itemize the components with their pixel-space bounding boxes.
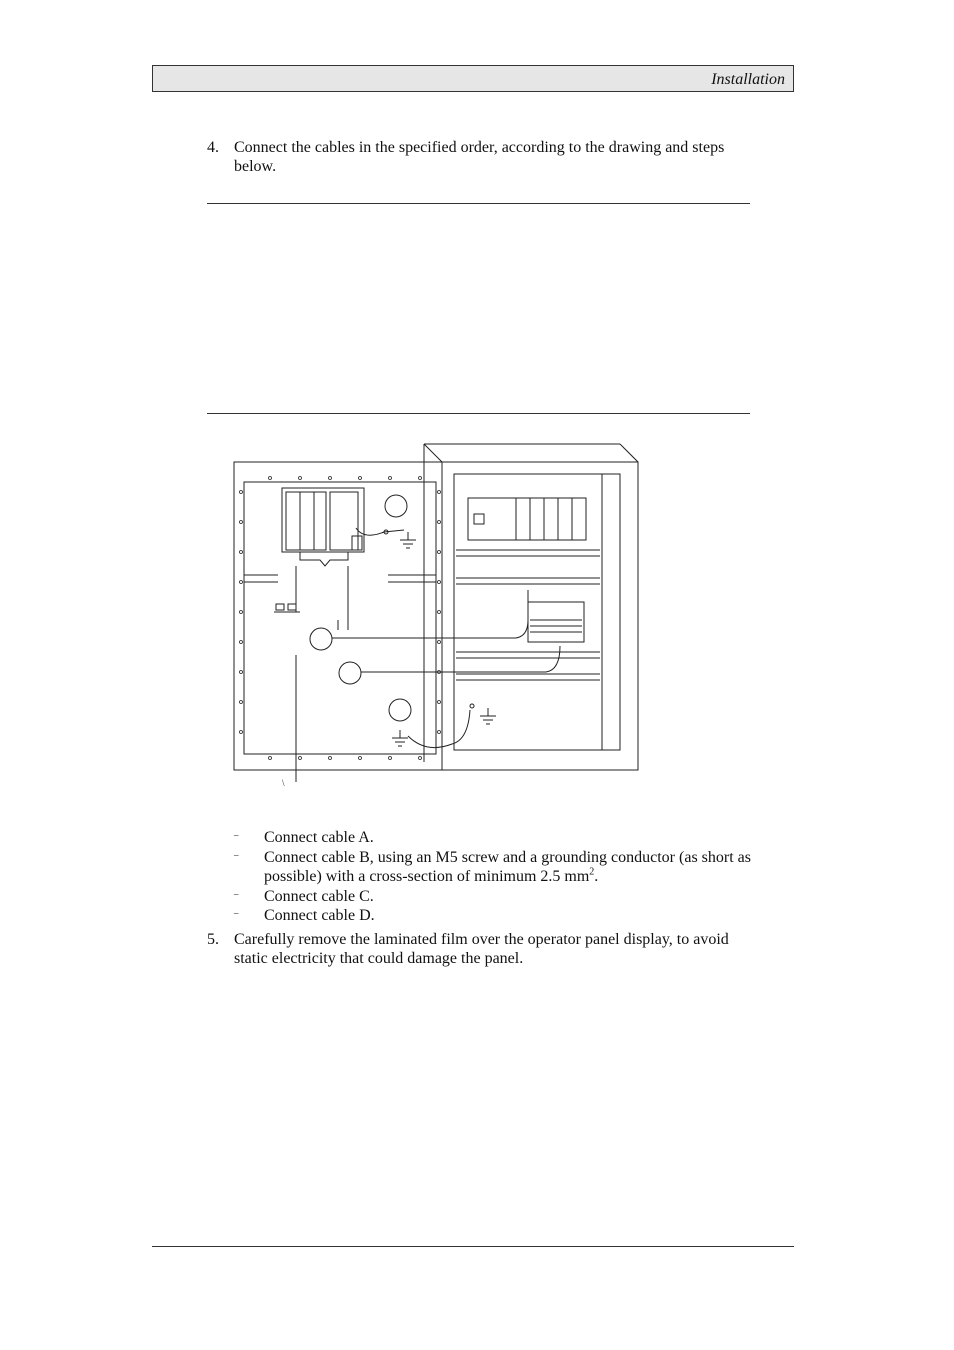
figure-mark: \	[282, 778, 285, 788]
cabinet-wiring-diagram	[230, 440, 642, 790]
bullet: –	[234, 888, 239, 899]
ground-cable	[356, 528, 404, 535]
callout-circle	[385, 495, 407, 517]
cable-brace	[300, 552, 348, 566]
cable-c	[361, 646, 560, 672]
superscript: 2	[589, 866, 595, 878]
step-text: Connect the cables in the specified order, according to the drawing and steps below.	[234, 139, 725, 175]
substep-text: Connect cable D.	[264, 907, 375, 924]
footer-rule	[152, 1246, 794, 1247]
step-text: Carefully remove the laminated film over the operator panel display, to avoid static electricity that could damage the panel.	[234, 931, 729, 967]
substep-text: Connect cable B, using an M5 screw and a grounding conductor (as short as possible) with a cross-section of minimum 2.5 mm	[264, 848, 751, 885]
cable-d	[408, 710, 470, 748]
page-header-bar	[152, 65, 794, 92]
substep-text: Connect cable A.	[264, 829, 374, 846]
list-item	[234, 906, 754, 926]
note-top-rule	[207, 203, 750, 204]
list-item	[234, 828, 754, 848]
bullet: –	[234, 830, 239, 840]
substep-list	[234, 828, 754, 926]
list-item	[234, 848, 754, 887]
note-bottom-rule	[207, 413, 750, 414]
step-number: 5.	[207, 931, 219, 948]
ground-symbol	[392, 730, 408, 746]
cable-a	[332, 590, 528, 638]
list-item	[234, 887, 754, 907]
callout-circle	[389, 699, 411, 721]
substep-text-end: .	[594, 868, 599, 885]
ground-symbol	[400, 532, 416, 548]
substep-text: Connect cable C.	[264, 887, 374, 905]
power-supply	[528, 602, 584, 642]
plc-rack	[468, 498, 586, 540]
cabinet-body	[424, 444, 638, 770]
callout-circle	[339, 662, 361, 684]
ground-terminal	[470, 704, 474, 708]
cabinet-door	[234, 462, 442, 770]
callout-circle	[310, 628, 332, 650]
operator-panel	[282, 488, 364, 552]
bullet: –	[234, 849, 239, 860]
ground-symbol	[480, 708, 496, 724]
section-title: Installation	[711, 71, 785, 88]
step-number: 4.	[207, 139, 219, 156]
bullet: –	[234, 908, 239, 918]
